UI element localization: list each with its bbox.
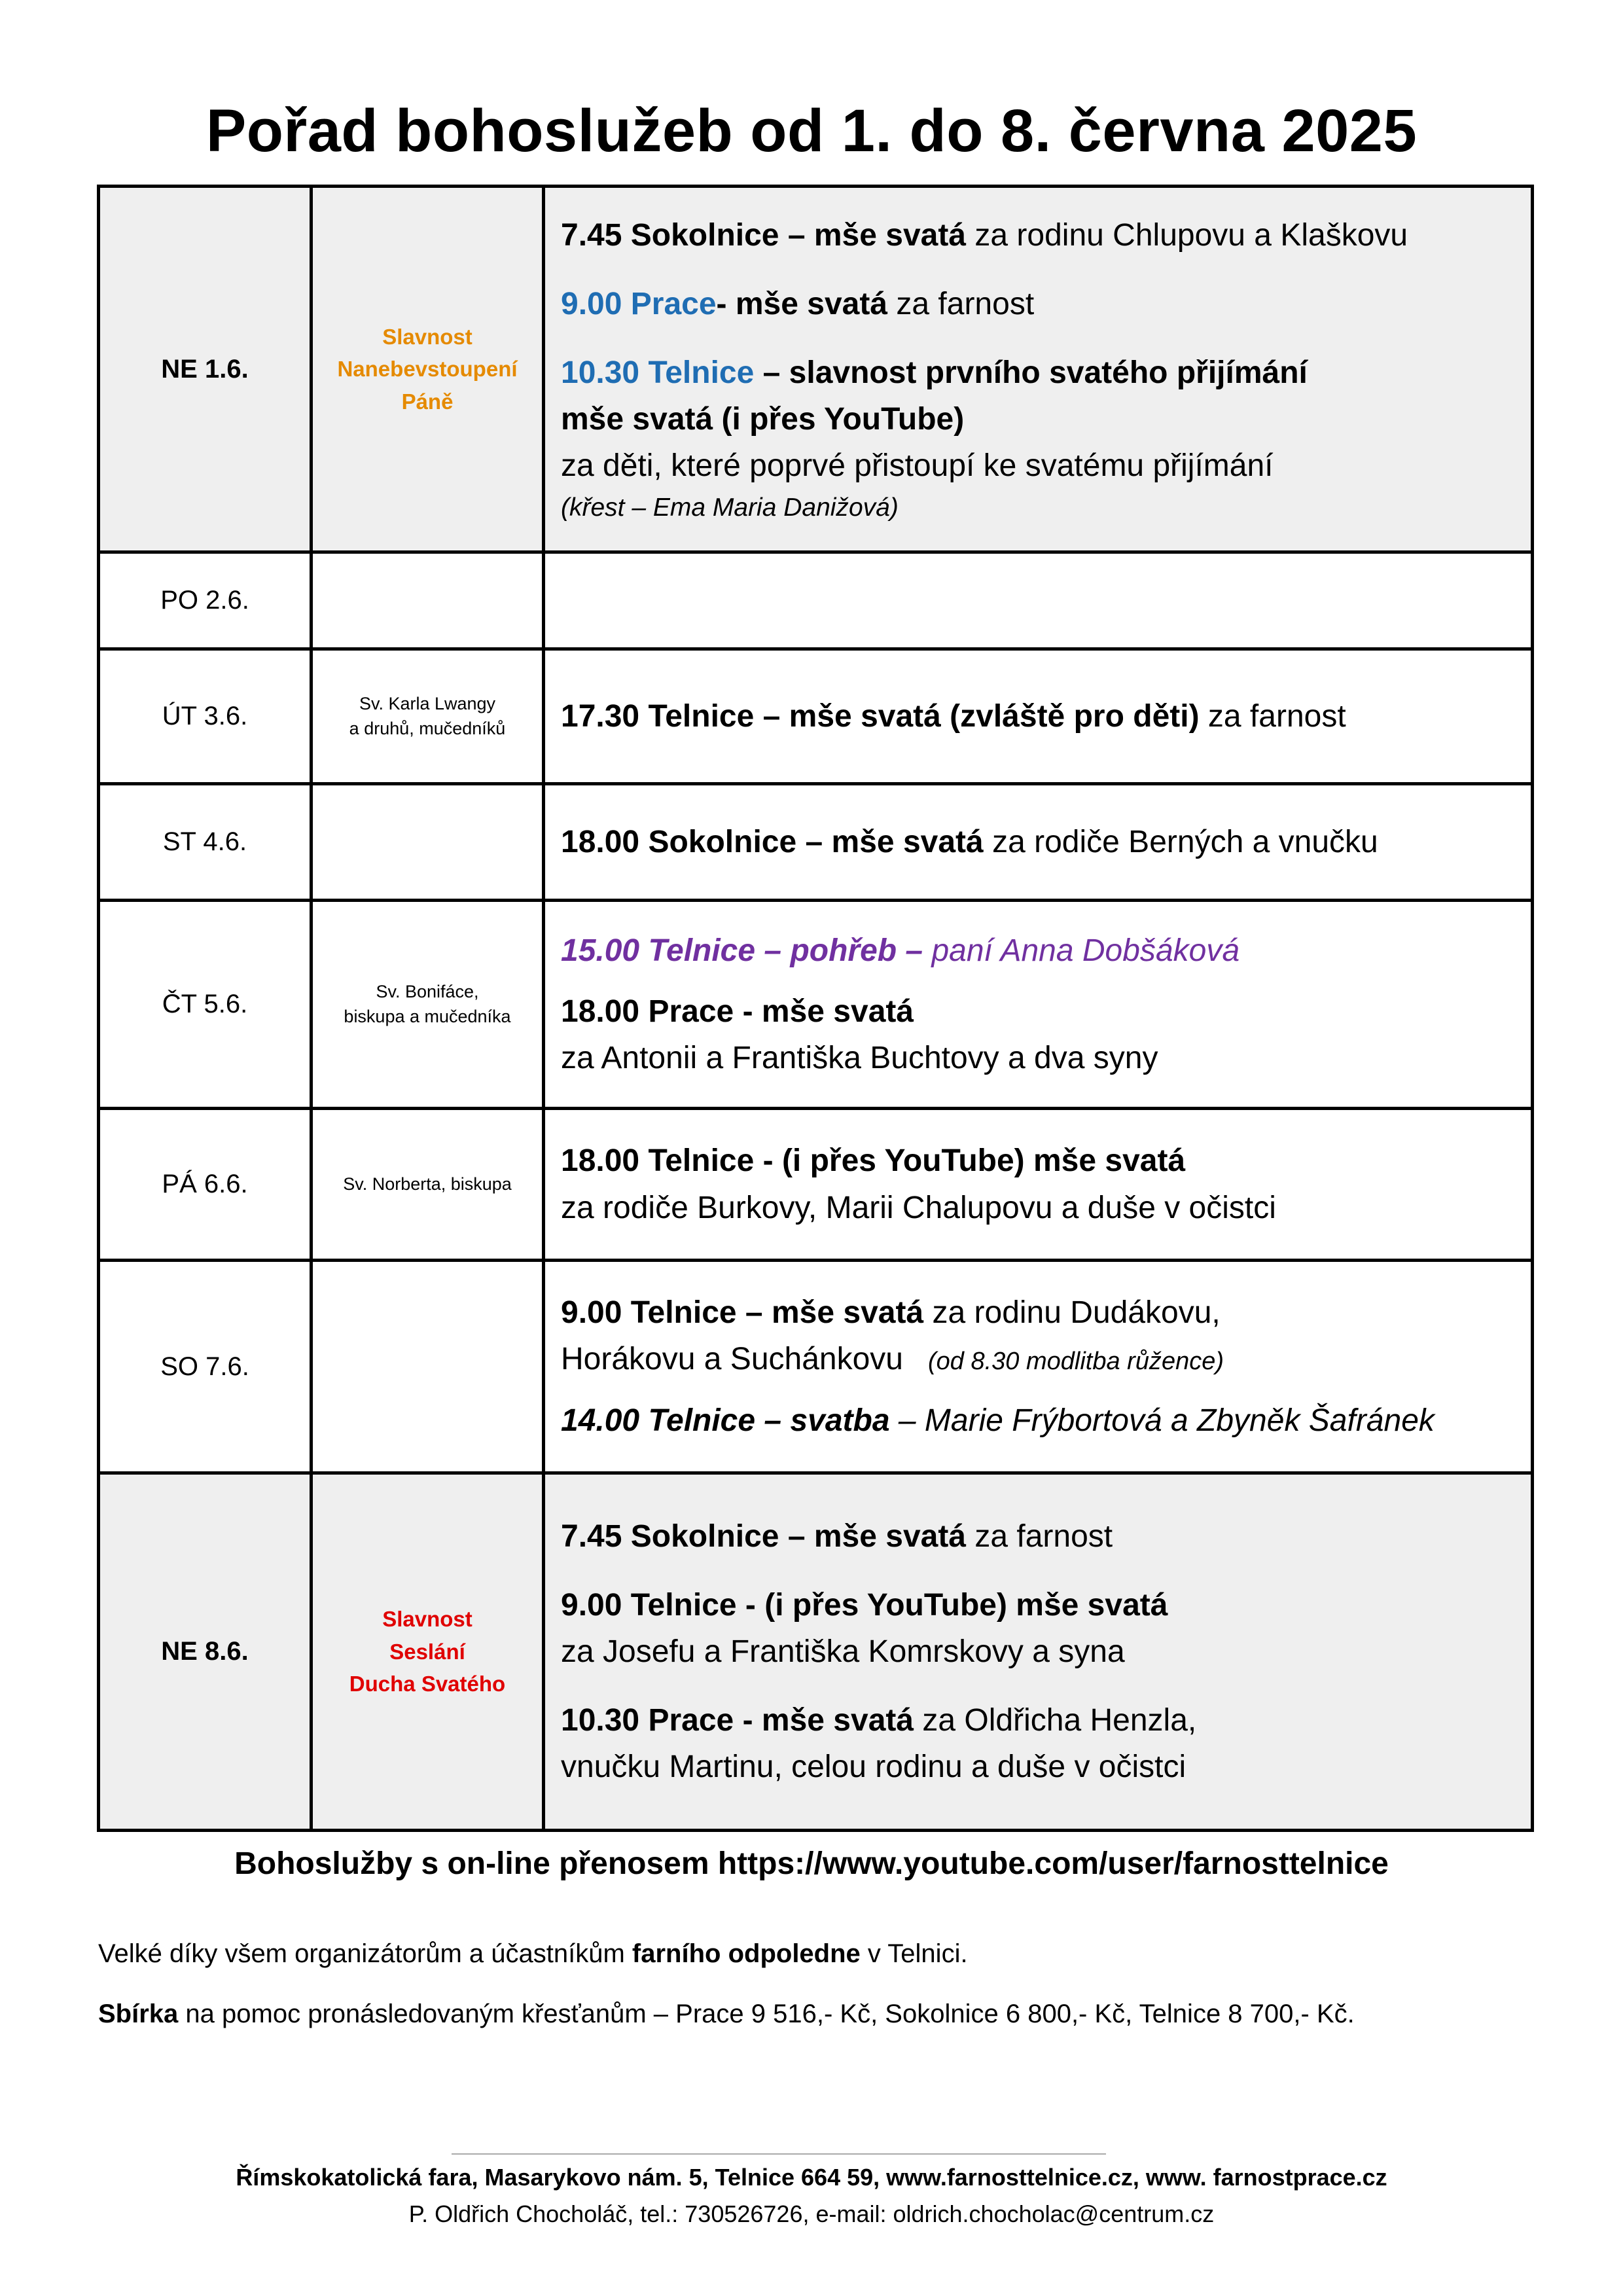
event-title: 18.00 Prace - mše svatá	[561, 994, 914, 1029]
event-time: 10.30 Telnice	[561, 355, 755, 390]
event-intention: za rodiče Burkovy, Marii Chalupovu a duše v očistci	[561, 1190, 1276, 1225]
table-row	[99, 552, 1533, 649]
collection-text: na pomoc pronásledovaným křesťanům – Prace 9 516,- Kč, Sokolnice 6 800,- Kč, Telnice 8 700,- Kč.	[178, 2000, 1355, 2028]
events-cell	[544, 649, 1533, 784]
thanks-note	[98, 1939, 968, 1969]
events-cell	[544, 784, 1533, 901]
feast-line: Ducha Svatého	[349, 1672, 506, 1696]
footer-contact: P. Oldřich Chocholáč, tel.: 730526726, e-mail: oldrich.chocholac@centrum.cz	[408, 2200, 1215, 2227]
day-cell: NE 8.6.	[99, 1473, 312, 1831]
events-cell	[544, 901, 1533, 1109]
events-cell	[544, 1261, 1533, 1473]
day-cell: PO 2.6.	[99, 552, 312, 649]
feast-line: Sv. Norberta, biskupa	[343, 1174, 512, 1194]
event-title: 18.00 Telnice - (i přes YouTube) mše svatá	[561, 1143, 1186, 1179]
feast-line: Sv. Bonifáce,	[376, 981, 479, 1001]
feast-cell	[312, 1109, 544, 1261]
event-intention: za rodinu Chlupovu a Klaškovu	[966, 217, 1408, 253]
table-row	[99, 1261, 1533, 1473]
event-title: 7.45 Sokolnice – mše svatá	[561, 1518, 967, 1554]
event-intention: za děti, které poprvé přistoupí ke svatému přijímání	[561, 448, 1274, 483]
day-cell: NE 1.6.	[99, 187, 312, 552]
event	[561, 212, 1516, 259]
feast-cell	[312, 1261, 544, 1473]
feast-line: Slavnost	[382, 1607, 473, 1632]
event	[561, 819, 1516, 865]
event-intention: za rodiče Berných a vnučku	[983, 824, 1378, 859]
day-cell: ST 4.6.	[99, 784, 312, 901]
day-cell: ČT 5.6.	[99, 901, 312, 1109]
feast-line: a druhů, mučedníků	[349, 718, 506, 738]
footer-divider	[452, 2153, 1106, 2155]
event-intention: za Oldřicha Henzla,	[914, 1703, 1197, 1738]
day-cell: SO 7.6.	[99, 1261, 312, 1473]
event	[561, 988, 1516, 1081]
event-title: 9.00 Telnice – mše svatá	[561, 1295, 924, 1331]
event	[561, 1582, 1516, 1675]
event-note: (křest – Ema Maria Danižová)	[561, 493, 899, 522]
feast-line: Seslání	[389, 1639, 465, 1664]
event	[561, 1289, 1516, 1382]
events-cell	[544, 1109, 1533, 1261]
table-row	[99, 187, 1533, 552]
thanks-text: v Telnici.	[860, 1939, 968, 1968]
event-title: 15.00 Telnice – pohřeb –	[561, 933, 923, 968]
event-title: 17.30 Telnice – mše svatá (zvláště pro děti)	[561, 698, 1200, 734]
events-cell	[544, 552, 1533, 649]
event-title: – slavnost prvního svatého přijímání	[754, 355, 1308, 390]
event-note: (od 8.30 modlitba růžence)	[927, 1348, 1224, 1376]
thanks-bold: farního odpoledne	[632, 1939, 861, 1968]
feast-cell	[312, 187, 544, 552]
event	[561, 1138, 1516, 1230]
schedule-table	[97, 185, 1534, 1832]
event-intention: vnučku Martinu, celou rodinu a duše v očistci	[561, 1749, 1186, 1785]
page-title: Pořad bohoslužeb od 1. do 8. června 2025	[205, 98, 1418, 164]
event-title: - mše svatá	[716, 286, 888, 321]
feast-cell	[312, 1473, 544, 1831]
event-title: 9.00 Telnice - (i přes YouTube) mše svatá	[561, 1587, 1168, 1623]
event	[561, 693, 1516, 740]
event-title: 7.45 Sokolnice – mše svatá	[561, 217, 967, 253]
table-row	[99, 1109, 1533, 1261]
footer-address: Římskokatolická fara, Masarykovo nám. 5, Telnice 664 59, www.farnosttelnice.cz, www. farnostprace.cz	[236, 2164, 1387, 2191]
event-intention: – Marie Frýbortová a Zbyněk Šafránek	[889, 1403, 1435, 1438]
event-intention: za rodinu Dudákovu,	[923, 1295, 1221, 1331]
table-row	[99, 649, 1533, 784]
table-row	[99, 1473, 1533, 1831]
feast-line: Nanebevstoupení	[337, 357, 518, 382]
feast-cell	[312, 901, 544, 1109]
event-time: 9.00 Prace	[561, 286, 717, 321]
event-intention: za farnost	[1199, 698, 1346, 734]
feast-cell	[312, 784, 544, 901]
event	[561, 1513, 1516, 1560]
feast-line: Sv. Karla Lwangy	[359, 693, 496, 713]
feast-line: Slavnost	[382, 324, 473, 349]
event-intention: za farnost	[887, 286, 1035, 321]
table-row	[99, 901, 1533, 1109]
event-intention: za Antonii a Františka Buchtovy a dva syny	[561, 1041, 1158, 1076]
event	[561, 1697, 1516, 1790]
day-cell: ÚT 3.6.	[99, 649, 312, 784]
day-cell: PÁ 6.6.	[99, 1109, 312, 1261]
feast-cell	[312, 649, 544, 784]
feast-line: biskupa a mučedníka	[344, 1006, 511, 1026]
event	[561, 927, 1516, 974]
event-title: 18.00 Sokolnice – mše svatá	[561, 824, 984, 859]
table-row	[99, 784, 1533, 901]
collection-bold: Sbírka	[98, 2000, 179, 2028]
collection-note	[98, 2000, 1355, 2029]
live-stream-note: Bohoslužby s on-line přenosem https://www.youtube.com/user/farnosttelnice	[234, 1846, 1389, 1881]
events-cell	[544, 1473, 1533, 1831]
feast-cell	[312, 552, 544, 649]
event-intention: Horákovu a Suchánkovu	[561, 1342, 903, 1377]
event-intention: za farnost	[966, 1518, 1113, 1554]
event-title: 14.00 Telnice – svatba	[561, 1403, 890, 1438]
event-subtitle: mše svatá (i přes YouTube)	[561, 401, 965, 437]
event	[561, 281, 1516, 327]
event	[561, 350, 1516, 527]
events-cell	[544, 187, 1533, 552]
event-intention: paní Anna Dobšáková	[923, 933, 1240, 968]
feast-line: Páně	[401, 389, 454, 414]
event-intention: za Josefu a Františka Komrskovy a syna	[561, 1634, 1125, 1669]
thanks-text: Velké díky všem organizátorům a účastníkům	[98, 1939, 632, 1968]
event-title: 10.30 Prace - mše svatá	[561, 1703, 914, 1738]
event	[561, 1397, 1516, 1444]
